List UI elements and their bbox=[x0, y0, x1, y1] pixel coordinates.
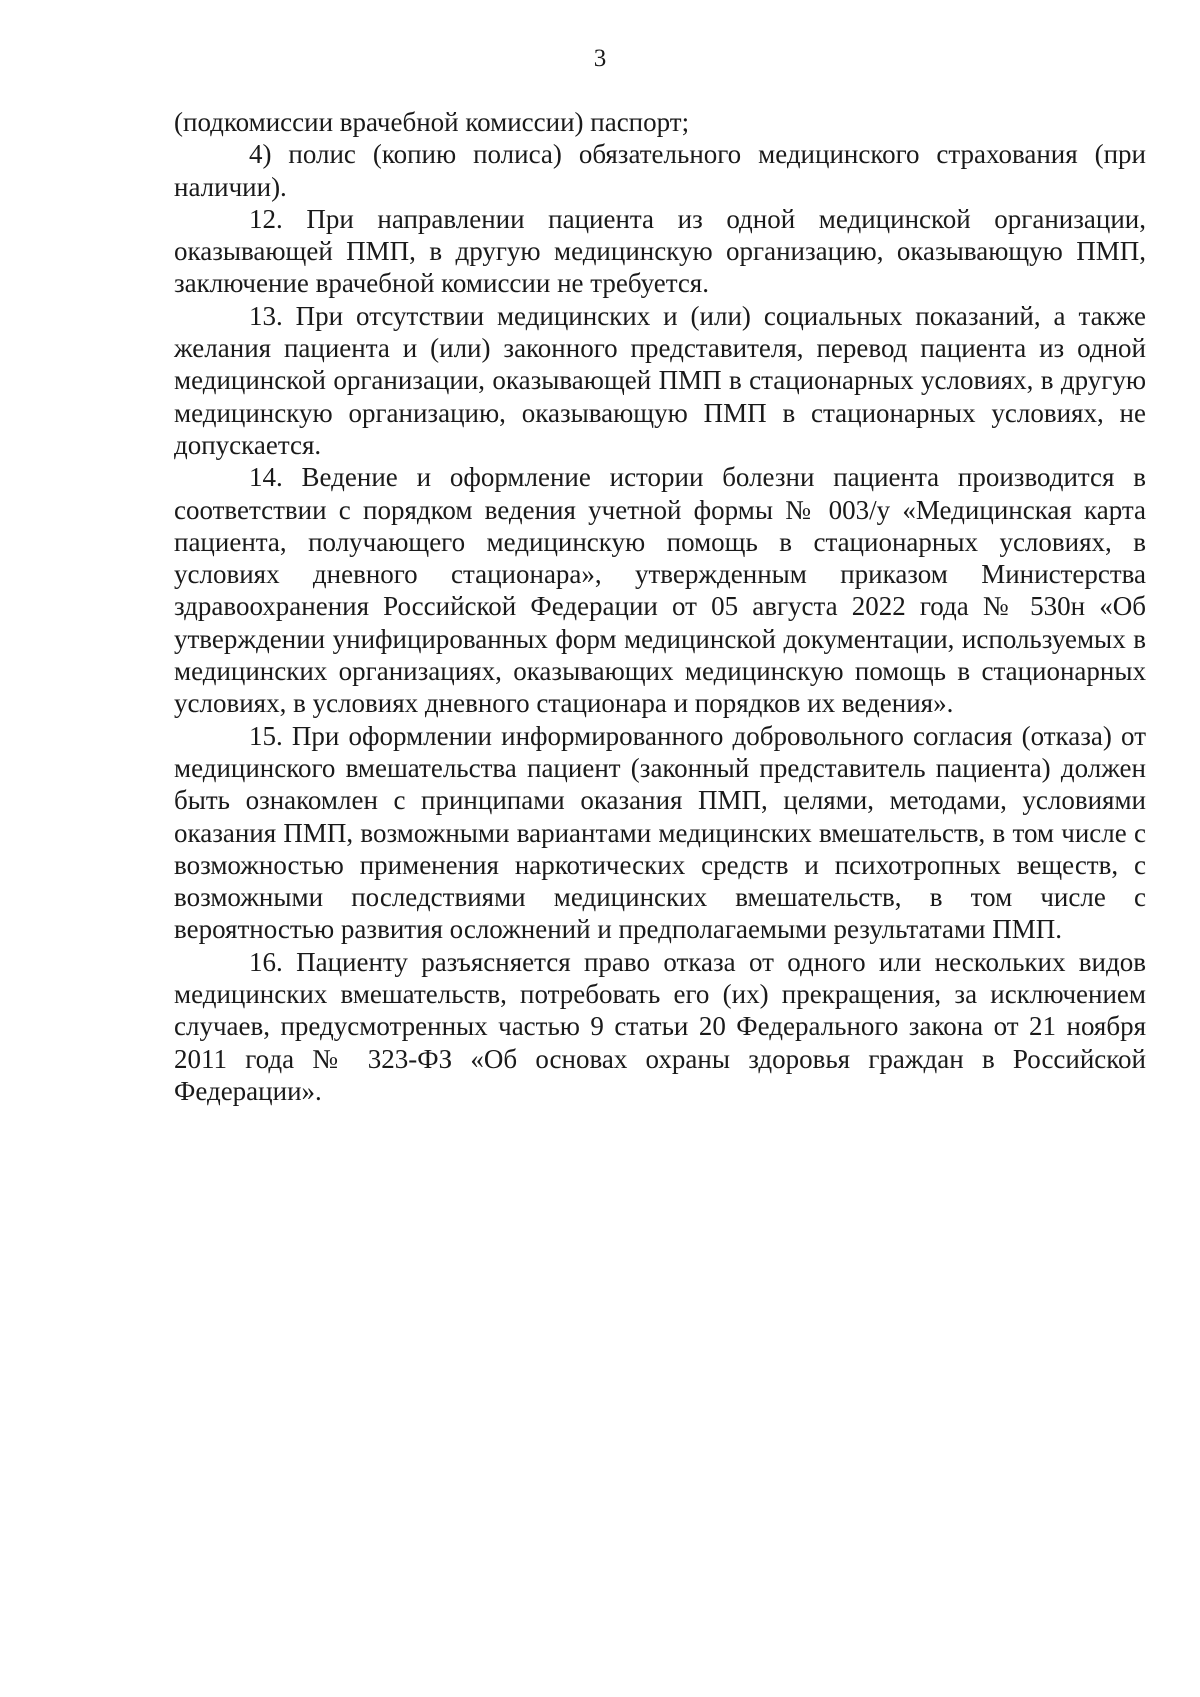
paragraph-item-12: 12. При направлении пациента из одной медицинской организации, оказывающей ПМП, в другую медицинскую организацию, оказывающую ПМП, заключение врачебной комиссии не требуется. bbox=[174, 203, 1146, 299]
paragraph-item-13: 13. При отсутствии медицинских и (или) социальных показаний, а также желания пациента и (или) законного представителя, перевод пациента из одной медицинской организации, оказывающей ПМП в стационарных условиях, в другую медицинскую организацию, оказывающую ПМП в стационарных условиях, не допускается. bbox=[174, 300, 1146, 460]
paragraph-item-16: 16. Пациенту разъясняется право отказа от одного или нескольких видов медицинских вмешательств, потребовать его (их) прекращения, за исключением случаев, предусмотренных частью 9 статьи 20 Федерального закона от 21 ноября 2011 года № 323-ФЗ «Об основах охраны здоровья граждан в Российской Федерации». bbox=[174, 946, 1146, 1106]
paragraph-item-15: 15. При оформлении информированного добровольного согласия (отказа) от медицинского вмешательства пациент (законный представитель пациента) должен быть ознакомлен с принципами оказания ПМП, целями, методами, условиями оказания ПМП, возможными вариантами медицинских вмешательств, в том числе с возможностью применения наркотических средств и психотропных веществ, с возможными последствиями медицинских вмешательств, в том числе с вероятностью развития осложнений и предполагаемыми результатами ПМП. bbox=[174, 720, 1146, 945]
document-body bbox=[174, 106, 1146, 1107]
paragraph-item-14: 14. Ведение и оформление истории болезни пациента производится в соответствии с порядком ведения учетной формы № 003/у «Медицинская карта пациента, получающего медицинскую помощь в стационарных условиях, в условиях дневного стационара», утвержденным приказом Министерства здравоохранения Российской Федерации от 05 августа 2022 года № 530н «Об утверждении унифицированных форм медицинской документации, используемых в медицинских организациях, оказывающих медицинскую помощь в стационарных условиях, в условиях дневного стационара и порядков их ведения». bbox=[174, 462, 1146, 719]
paragraph-passport-continuation: (подкомиссии врачебной комиссии) паспорт; bbox=[174, 107, 690, 137]
page-number: 3 bbox=[593, 45, 607, 72]
paragraph-item-4: 4) полис (копию полиса) обязательного медицинского страхования (при наличии). bbox=[174, 139, 1146, 202]
